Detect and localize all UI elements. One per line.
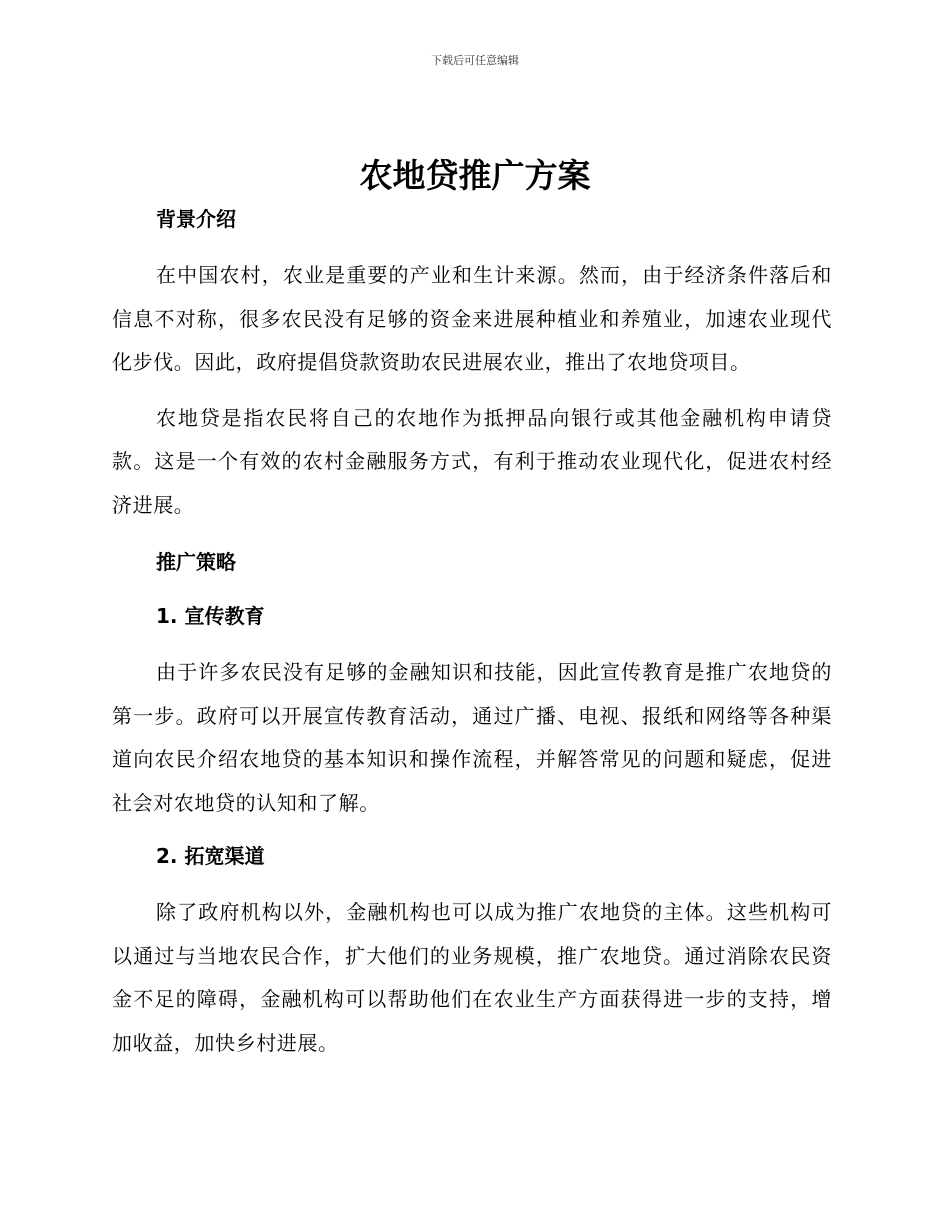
paragraph-background-1: 在中国农村，农业是重要的产业和生计来源。然而，由于经济条件落后和信息不对称，很多农民没有足够的资金来进展种植业和养殖业，加速农业现代化步伐。因此，政府提倡贷款资助农民进展农业，推出了农地贷项目。 [112,263,832,374]
subsection-heading-channels: 2. 拓宽渠道 [156,844,265,868]
subsection-heading-publicity: 1. 宣传教育 [156,604,265,628]
document-body [112,200,832,1065]
header-watermark: 下载后可任意编辑 [431,54,519,67]
paragraph-channels: 除了政府机构以外，金融机构也可以成为推广农地贷的主体。这些机构可以通过与当地农民合作，扩大他们的业务规模，推广农地贷。通过消除农民资金不足的障碍，金融机构可以帮助他们在农业生产方面获得进一步的支持，增加收益，加快乡村进展。 [112,900,832,1055]
paragraph-background-2: 农地贷是指农民将自己的农地作为抵押品向银行或其他金融机构申请贷款。这是一个有效的农村金融服务方式，有利于推动农业现代化，促进农村经济进展。 [112,405,832,517]
paragraph-publicity: 由于许多农民没有足够的金融知识和技能，因此宣传教育是推广农地贷的第一步。政府可以开展宣传教育活动，通过广播、电视、报纸和网络等各种渠道向农民介绍农地贷的基本知识和操作流程，并解答常见的问题和疑虑，促进社会对农地贷的认知和了解。 [112,660,832,815]
section-heading-strategy: 推广策略 [156,550,236,574]
document-title: 农地贷推广方案 [359,156,591,195]
section-heading-background: 背景介绍 [156,207,236,231]
